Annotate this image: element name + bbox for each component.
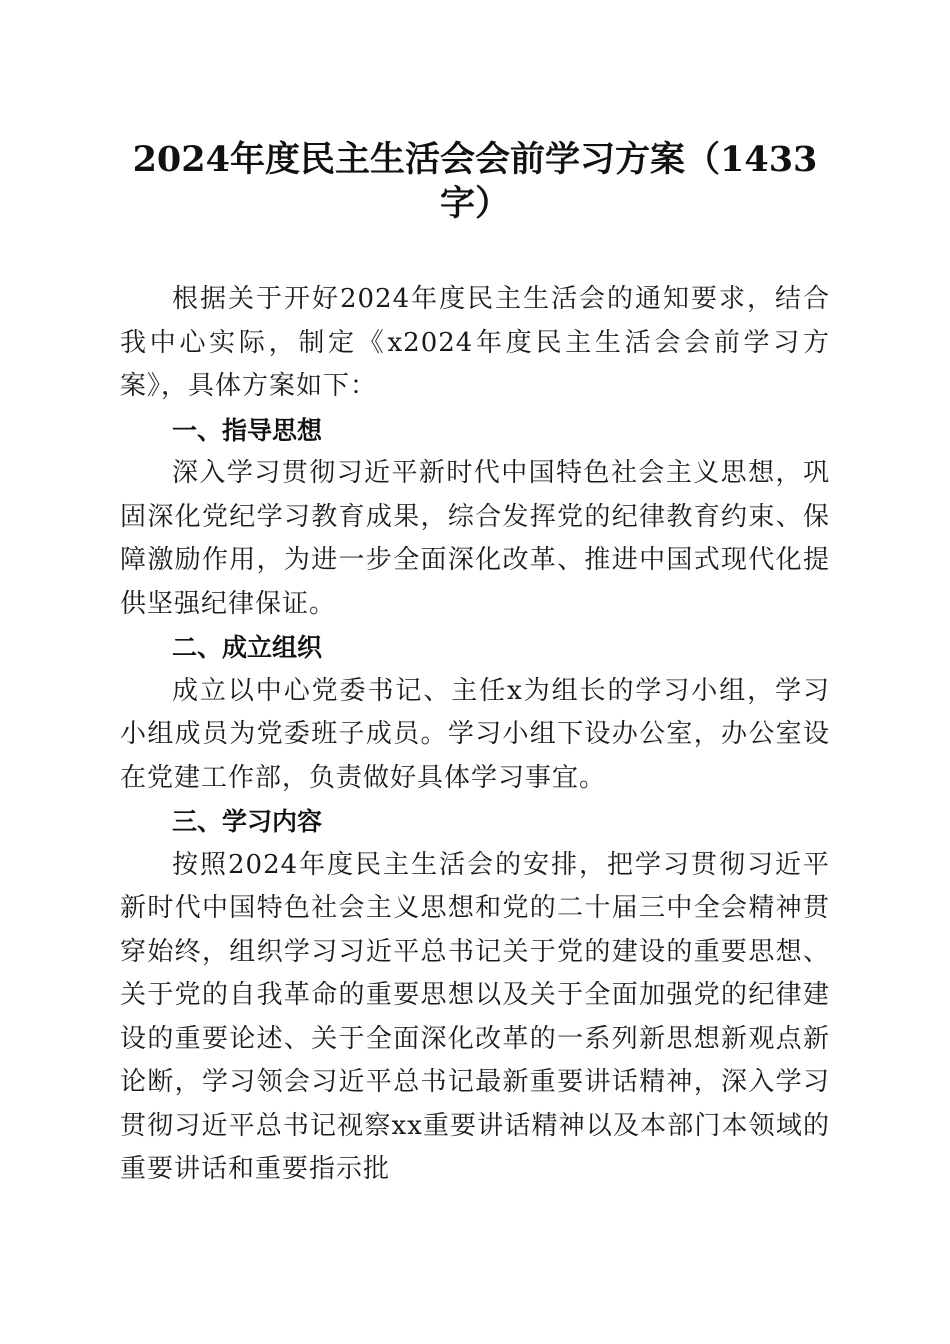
intro-paragraph: 根据关于开好2024年度民主生活会的通知要求，结合我中心实际，制定《x2024年度民主生活会会前学习方案》，具体方案如下： (120, 284, 830, 401)
section-heading-guiding-ideology: 一、指导思想 (172, 415, 323, 445)
document-title (120, 138, 830, 226)
section-paragraph-guiding-ideology: 深入学习贯彻习近平新时代中国特色社会主义思想，巩固深化党纪学习教育成果，综合发挥党的纪律教育约束、保障激励作用，为进一步全面深化改革、推进中国式现代化提供坚强纪律保证。 (120, 458, 830, 619)
section-heading-study-content: 三、学习内容 (172, 807, 323, 836)
section-heading-organization: 二、成立组织 (172, 633, 323, 662)
section-paragraph-organization: 成立以中心党委书记、主任x为组长的学习小组，学习小组成员为党委班子成员。学习小组下设办公室，办公室设在党建工作部，负责做好具体学习事宜。 (120, 675, 830, 793)
document-body (120, 278, 830, 1192)
section-paragraph-study-content: 按照2024年度民主生活会的安排，把学习贯彻习近平新时代中国特色社会主义思想和党的二十届三中全会精神贯穿始终，组织学习习近平总书记关于党的建设的重要思想、关于党的自我革命的重要思想以及关于全面加强党的纪律建设的重要论述、关于全面深化改革的一系列新思想新观点新论断，学习领会习近平总书记最新重要讲话精神，深入学习贯彻习近平总书记视察xx重要讲话精神以及本部门本领域的重要讲话和重要指示批 (120, 849, 830, 1184)
document-title-line-1: 2024年度民主生活会会前学习方案（1433 (132, 139, 818, 180)
document-title-line-2: 字） (439, 183, 510, 224)
